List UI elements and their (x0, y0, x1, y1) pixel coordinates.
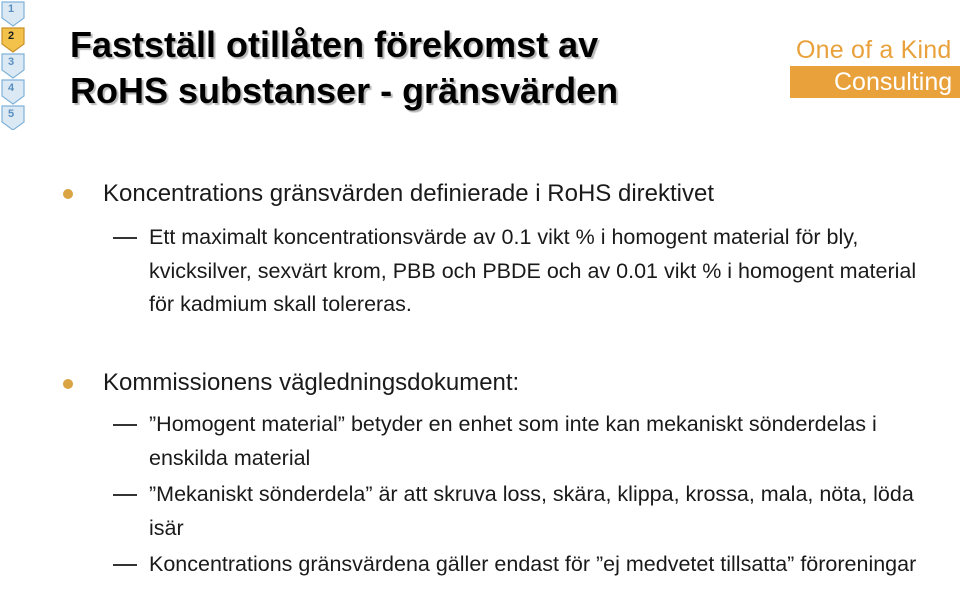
list-item: ”Mekaniskt sönderdela” är att skruva loss, skära, klippa, krossa, mala, nöta, löda isär (149, 482, 914, 540)
logo-text-top: One of a Kind (796, 36, 952, 64)
list-item: ”Homogent material” betyder en enhet som inte kan mekaniskt sönderdelas i enskilda material (149, 412, 877, 470)
list-item-text: Homogent material” betyder en enhet som inte kan mekaniskt sönderdelas i enskilda material (149, 412, 877, 470)
dash-icon (113, 424, 137, 426)
logo-text-bottom: Consulting (834, 68, 953, 96)
title-line-1: Fastställ otillåten förekomst av (70, 24, 599, 65)
title-line-2: RoHS substanser - gränsvärden (70, 70, 619, 111)
list-item: Koncentrations gränsvärdena gäller endast för ”ej medvetet tillsatta” föroreningar (149, 552, 917, 576)
bullet-icon (63, 379, 73, 389)
dash-icon (113, 494, 137, 496)
step-label: 1 (8, 3, 15, 15)
step-label-active: 2 (8, 30, 15, 42)
list-item-text: Mekaniskt sönderdela” är att skruva loss, skära, klippa, krossa, mala, nöta, löda isär (149, 482, 914, 540)
list-item: Ett maximalt koncentrationsvärde av 0.1 vikt % i homogent material för bly, kvicksilver, sexvärt krom, PBB och PBDE och av 0.01 vikt % i homogent material för kadmium skall tolereras. (149, 225, 917, 316)
step-label: 5 (8, 108, 15, 120)
section-heading: Koncentrations gränsvärden definierade i RoHS direktivet (103, 180, 715, 207)
section-heading: Kommissionens vägledningsdokument: (103, 369, 520, 396)
step-label: 3 (8, 56, 15, 68)
dash-icon (113, 564, 137, 566)
step-label: 4 (8, 82, 15, 94)
dash-icon (113, 237, 137, 239)
bullet-icon (63, 189, 73, 199)
